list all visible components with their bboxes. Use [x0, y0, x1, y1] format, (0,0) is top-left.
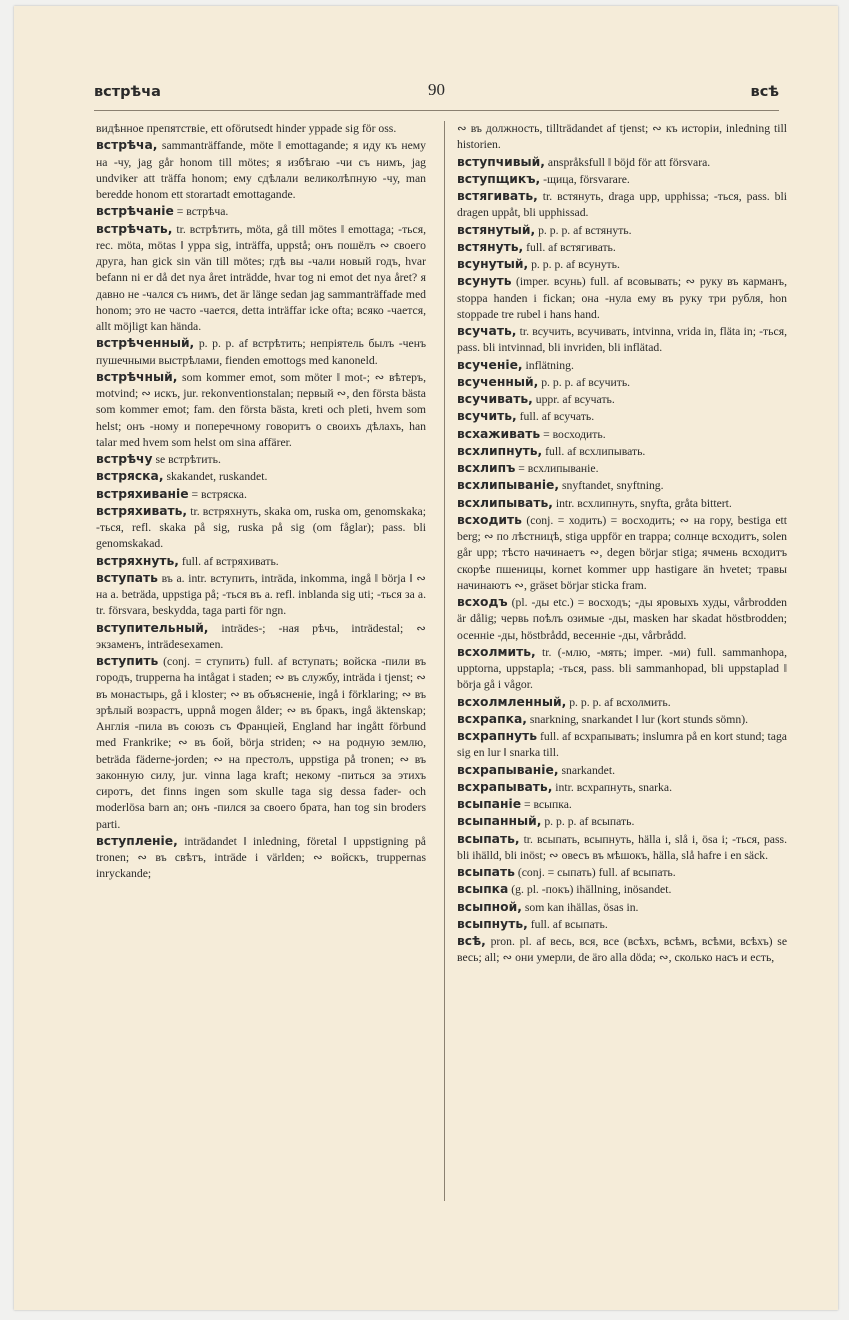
- dictionary-entry: [457, 154, 787, 171]
- entry-definition: snarkning, snarkandet ‖ lur (kort stunds sömn).: [529, 712, 749, 726]
- entry-definition: tr. встряхнуть, skaka om, ruska om, genomskaka; -ться, refl. skaka på sig, ruska på sig (om fåglar); pass. bli genomskakad.: [96, 504, 426, 551]
- dictionary-entry: [457, 594, 787, 644]
- entry-headword: всунуть: [457, 274, 512, 289]
- dictionary-entry: [457, 374, 787, 391]
- entry-headword: встрѣчать,: [96, 221, 173, 236]
- entry-headword: вступать: [96, 570, 158, 585]
- dictionary-entry: [457, 899, 787, 916]
- dictionary-entry: [457, 443, 787, 460]
- dictionary-entry: [96, 203, 426, 220]
- entry-definition: snarkandet.: [561, 763, 615, 777]
- dictionary-entry: [457, 831, 787, 865]
- right-column: [457, 120, 787, 967]
- dictionary-entry: [457, 916, 787, 933]
- dictionary-entry: [96, 653, 426, 833]
- entry-definition: skakandet, ruskandet.: [166, 470, 268, 484]
- entry-headword: всходить: [457, 512, 522, 527]
- entry-definition: p. p. p. af всыпать.: [544, 815, 635, 829]
- entry-definition: (conj. = ходить) = восходить; ∾ на гору, bestiga ett berg; ∾ по лѣстницѣ, stiga uppför en trappa; солнце всходитъ, solen går upp; тѣсто начинаетъ ∾, degen börjar stiga; ячмень всходитъ скорѣе пшеницы, kornet kommer upp hastigare än hvetet; травы начинаютъ ∾, gräset börjar sticka fram.: [457, 513, 787, 592]
- dictionary-entry: [457, 933, 787, 967]
- dictionary-entry: [457, 694, 787, 711]
- dictionary-entry: [96, 468, 426, 485]
- entry-headword: всхолмленный,: [457, 694, 567, 709]
- running-header: [94, 80, 779, 108]
- dictionary-entry: [457, 477, 787, 494]
- dictionary-entry: [457, 813, 787, 830]
- entry-definition: видѣнное препятствіе, ett oförutsedt hinder yppade sig för oss.: [96, 122, 397, 135]
- entry-headword: всхлипнуть,: [457, 443, 543, 458]
- entry-headword: всунутый,: [457, 257, 529, 271]
- entry-definition: inflätning.: [525, 358, 574, 372]
- dictionary-entry: [96, 620, 426, 654]
- dictionary-entry: [96, 503, 426, 553]
- entry-definition: (conj. = ступить) full. af вступать; войска -пили въ городъ, trupperna ha intågat i staden; ∾ въ службу, inträda i tjenst; ∾ въ монастырь, gå i kloster; ∾ въ объясненіе, ingå i förklaring; ∾ въ зрѣлый возрастъ, uppnå mogen ålder; ∾ въ бракъ, ingå äktenskap; Англія -пила въ союзъ съ Франціей, England har ingått förbund med Frankrike; ∾ въ бой, börja striden; ∾ на родную землю, beträda fäderne-jorden; ∾ на престолъ, uppstiga på tronen; ∾ въ законную силу, jur. vinna laga kraft; некому -питься за этихъ сиротъ, det finns ingen som skulle taga sig dessa fader- och moderlösa barn an; онъ -пился за своего брата, han tog sin broders parti.: [96, 655, 427, 831]
- dictionary-entry: [457, 711, 787, 728]
- entry-headword: встряхивать,: [96, 503, 188, 518]
- dictionary-entry: [457, 188, 787, 222]
- dictionary-entry: [96, 369, 426, 451]
- entry-definition: full. af встряхивать.: [181, 554, 279, 568]
- dictionary-entry: [457, 256, 787, 273]
- entry-headword: встрѣчу: [96, 452, 153, 466]
- entry-headword: всхрапываніе,: [457, 762, 559, 777]
- dictionary-entry: [457, 273, 787, 323]
- column-divider: [444, 121, 445, 1201]
- entry-definition: p. p. p. af встрѣтить; непріятель былъ -ченъ пушечными выстрѣлами, fienden emottogs med kanoneld.: [96, 337, 426, 367]
- entry-headword: вступчивый,: [457, 154, 545, 169]
- entry-headword: всученный,: [457, 374, 539, 389]
- dictionary-entry: [96, 570, 426, 620]
- dictionary-entry: [457, 796, 787, 813]
- dictionary-entry: [96, 553, 426, 570]
- entry-headword: вступительный,: [96, 620, 209, 635]
- entry-definition: въ a. intr. вступить, inträda, inkomma, ingå ‖ börja ‖ ∾ на a. beträda, uppstiga på; -ться въ a. refl. inblanda sig uti; -ться за a. tr. försvara, beskydda, taga parti för ngn.: [96, 571, 427, 618]
- entry-definition: -щица, försvarare.: [543, 172, 630, 186]
- entry-definition: tr. встрѣтить, möta, gå till mötes ‖ emottaga; -ться, rec. möta, mötas ‖ yppa sig, inträffa, uppstå; онъ пошёлъ ∾ своего друга, han gick sin vän till mötes; гдѣ вы -чали новый годъ, hvar befann ni er då det nya året inträdde, hvar tog ni emot det nya året? я давно не -чался съ нимъ, det är länge sedan jag sammanträffade med honom; это не часто -чается, detta inträffar icke ofta; всяко -чается, allt möjligt kan hända.: [96, 222, 426, 333]
- dictionary-entry: [96, 335, 426, 369]
- entry-definition: inträdandet ‖ inledning, företal ‖ uppstigning på tronen; ∾ въ свѣтъ, inträde i världen; ∾ войскъ, truppernas inryckande;: [96, 834, 426, 881]
- entry-headword: вступить: [96, 654, 159, 668]
- dictionary-entry: [457, 644, 787, 694]
- entry-headword: вступщикъ,: [457, 171, 541, 186]
- entry-definition: inträdes-; -ная рѣчь, inträdestal; ∾ экзаменъ, inträdesexamen.: [96, 621, 427, 651]
- entry-headword: всхлипъ: [457, 461, 516, 475]
- entry-headword: всхрапывать,: [457, 779, 553, 794]
- entry-headword: встянутый,: [457, 222, 536, 237]
- entry-definition: pron. pl. af весь, вся, все (всѣхъ, всѣмъ, всѣми, всѣхъ) se весь; all; ∾ они умерли, de äro alla döda; ∾, сколько насъ и есть,: [457, 935, 788, 965]
- entry-headword: всхлипывать,: [457, 495, 553, 510]
- dictionary-entry: [457, 120, 787, 154]
- entry-headword: всхлипываніе,: [457, 478, 560, 493]
- entry-headword: всхаживать: [457, 426, 541, 441]
- entry-definition: = всыпка.: [523, 798, 572, 811]
- entry-definition: = восходить.: [543, 427, 606, 441]
- entry-definition: p. p. p. af всучить.: [541, 375, 631, 389]
- entry-headword: встрѣченный,: [96, 336, 195, 351]
- dictionary-entry: [457, 779, 787, 796]
- dictionary-entry: [457, 239, 787, 256]
- entry-headword: всыпной,: [457, 899, 522, 914]
- entry-definition: se встрѣтить.: [155, 453, 221, 466]
- entry-definition: (g. pl. -покъ) ihällning, inösandet.: [511, 883, 672, 897]
- entry-definition: som kan ihällas, ösas in.: [524, 900, 639, 914]
- entry-headword: всучать,: [457, 324, 517, 338]
- entry-definition: intr. всхлипнуть, snyfta, gråta bittert.: [555, 496, 732, 510]
- dictionary-entry: [457, 426, 787, 443]
- dictionary-page: [14, 6, 838, 1310]
- entry-headword: всходъ: [457, 595, 508, 609]
- entry-headword: всыпка: [457, 882, 509, 897]
- entry-definition: tr. всыпать, всыпнуть, hälla i, slå i, ösa i; -ться, pass. bli ihälld, bli inöst; ∾ овесъ въ мѣшокъ, hälla, slå hafre i en säck.: [457, 832, 787, 862]
- header-guide-word-right: всѣ: [750, 84, 779, 100]
- dictionary-entry: [457, 495, 787, 512]
- entry-definition: intr. всхрапнуть, snarka.: [555, 780, 672, 794]
- entry-headword: встягивать,: [457, 189, 538, 203]
- entry-definition: full. af всхрапывать; inslumra på en kort stund; taga sig en lur ‖ snarka till.: [457, 730, 787, 760]
- dictionary-entry: [457, 391, 787, 408]
- dictionary-entry: [96, 486, 426, 503]
- entry-headword: встряска,: [96, 469, 164, 484]
- entry-definition: tr. (-млю, -мять; imper. -ми) full. sammanhopa, upptorna, uppstapla; -ться, pass. bli sammanhopad, bli uppstaplad ‖ börja gå i vågor.: [457, 645, 787, 692]
- entry-headword: всыпнуть,: [457, 916, 528, 931]
- entry-definition: (conj. = сыпать) full. af всыпать.: [517, 866, 676, 879]
- entry-headword: всыпать,: [457, 831, 520, 846]
- entry-definition: full. af всучать.: [519, 410, 595, 424]
- dictionary-entry: [457, 881, 787, 898]
- dictionary-entry: [96, 120, 426, 137]
- dictionary-entry: [457, 864, 787, 881]
- entry-headword: всхолмить,: [457, 644, 536, 659]
- page-number: 90: [428, 80, 445, 99]
- header-rule: [94, 110, 779, 111]
- entry-headword: встрѣча,: [96, 138, 158, 153]
- dictionary-entry: [457, 222, 787, 239]
- dictionary-entry: [457, 408, 787, 425]
- dictionary-entry: [96, 451, 426, 468]
- dictionary-entry: [457, 171, 787, 188]
- dictionary-entry: [457, 728, 787, 762]
- entry-headword: встряхнуть,: [96, 553, 179, 568]
- entry-headword: всученіе,: [457, 357, 523, 372]
- entry-headword: всучивать,: [457, 392, 533, 406]
- entry-headword: всѣ,: [457, 934, 486, 948]
- entry-definition: som kommer emot, som möter ‖ mot-; ∾ вѣтеръ, motvind; ∾ искъ, jur. rekonventionstalan; первый ∾, den första bästa som kommer emot; fam. den första bästa, kreti och pleti, hvem som helst; онъ -ному и поперечному говоритъ о своихъ дѣлахъ, han talar med hvem som helst om sina affärer.: [96, 370, 426, 449]
- entry-headword: встрѣчаніе: [96, 204, 174, 219]
- dictionary-entry: [96, 221, 426, 336]
- entry-headword: встряхиваніе: [96, 486, 189, 501]
- entry-headword: встрѣчный,: [96, 369, 178, 384]
- entry-definition: p. p. p. af встянуть.: [538, 223, 632, 237]
- entry-headword: всыпанный,: [457, 814, 542, 829]
- dictionary-entry: [457, 357, 787, 374]
- dictionary-entry: [457, 512, 787, 594]
- entry-definition: tr. всучить, всучивать, intvinna, vrida in, fläta in; -ться, pass. bli intvinnad, bli invriden, bli inflätad.: [457, 325, 787, 355]
- entry-definition: p. p. p. af всхолмить.: [569, 695, 671, 709]
- entry-headword: всыпаніе: [457, 797, 522, 811]
- entry-headword: всыпать: [457, 865, 515, 879]
- entry-headword: вступленіе,: [96, 833, 178, 848]
- entry-headword: всхрапнуть: [457, 729, 538, 743]
- entry-definition: full. af всхлипывать.: [545, 444, 646, 458]
- entry-definition: ∾ въ должность, tillträdandet af tjenst; ∾ къ исторіи, inledning till historien.: [457, 122, 787, 152]
- dictionary-entry: [96, 833, 426, 883]
- entry-definition: = встряска.: [191, 487, 247, 501]
- dictionary-entry: [96, 137, 426, 203]
- dictionary-entry: [457, 460, 787, 477]
- entry-definition: (imper. всунь) full. af всовывать; ∾ руку въ карманъ, stoppa handen i fickan; она -нула ему въ руку три рубля, hon stoppade tre rubel i hans hand.: [457, 275, 787, 321]
- entry-definition: full. af встягивать.: [526, 240, 616, 254]
- entry-definition: uppr. af всучать.: [535, 393, 615, 406]
- dictionary-entry: [457, 323, 787, 357]
- entry-headword: встянуть,: [457, 239, 524, 254]
- entry-definition: tr. встянуть, draga upp, upphissa; -ться, pass. bli dragen uppåt, bli upphissad.: [457, 190, 787, 220]
- entry-definition: full. af всыпать.: [530, 917, 608, 931]
- entry-headword: всхрапка,: [457, 711, 527, 726]
- dictionary-entry: [457, 762, 787, 779]
- entry-headword: всучить,: [457, 409, 517, 424]
- entry-definition: p. p. p. af всунуть.: [531, 258, 620, 271]
- left-column: [96, 120, 426, 883]
- header-guide-word-left: встрѣча: [94, 84, 161, 100]
- entry-definition: = всхлипываніе.: [518, 462, 599, 475]
- entry-definition: sammanträffande, möte ‖ emottagande; я иду къ нему на -чу, jag går honom till mötes; я избѣгаю -чи съ нимъ, jag undviker att träffa honom; ему сдѣлали великолѣпную -чу, man beredde honom ett storartadt emottagande.: [96, 139, 427, 201]
- entry-definition: (pl. -ды etc.) = восходъ; -ды яровыхъ худы, vårbrodden är dålig; червь поѣлъ озимые -ды, masken har skadat höstbrodden; осенніе -ды, höstbrådd, весенніе -ды, vårbrådd.: [457, 596, 787, 642]
- entry-definition: anspråksfull ‖ böjd för att försvara.: [547, 155, 711, 169]
- entry-definition: snyftandet, snyftning.: [561, 479, 664, 493]
- entry-definition: = встрѣча.: [176, 205, 229, 219]
